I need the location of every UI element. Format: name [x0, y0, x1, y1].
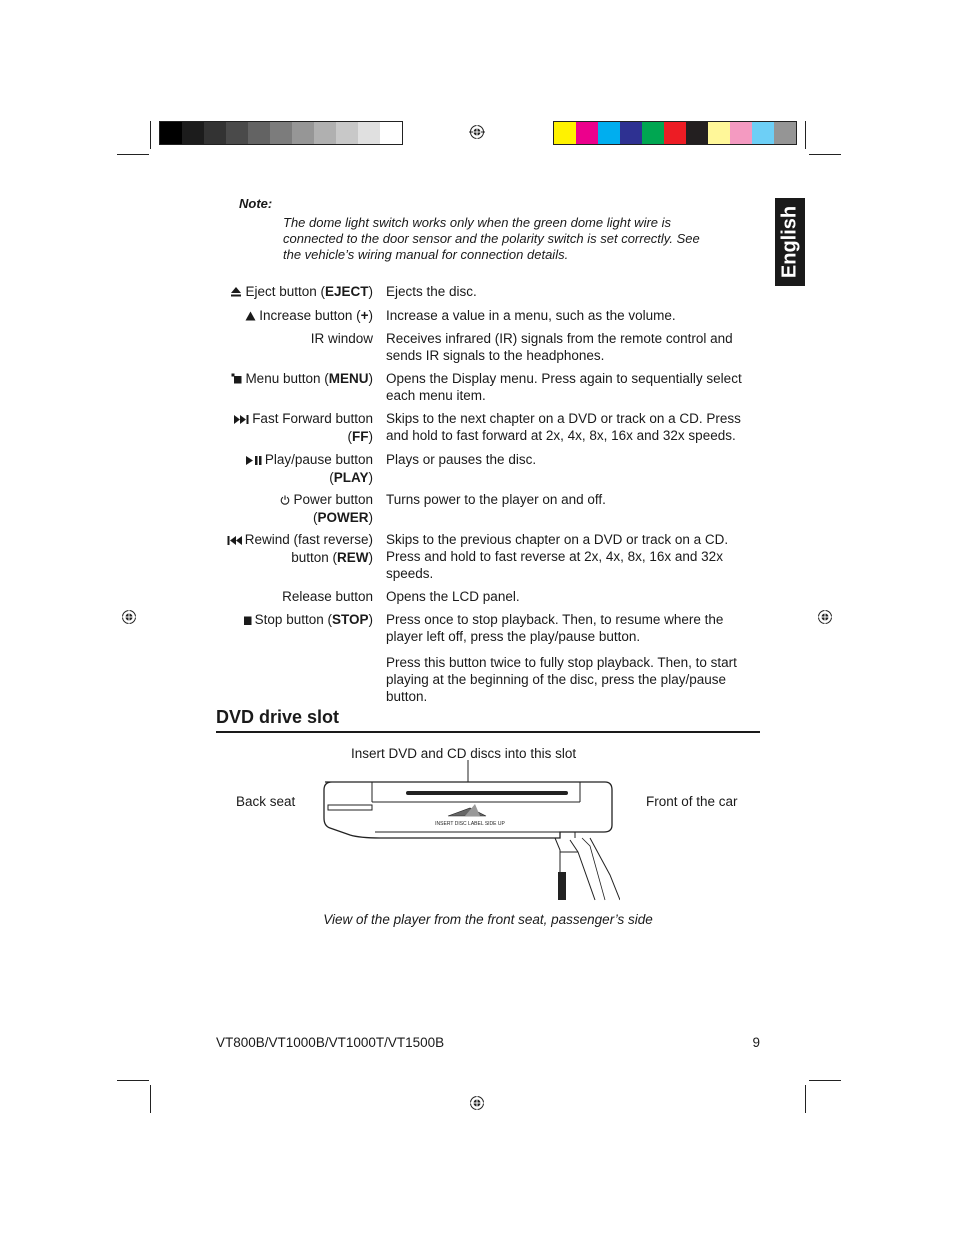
registration-mark-icon [469, 1095, 485, 1111]
button-name: Fast Forward button (FF) [173, 410, 373, 445]
crop-mark [117, 154, 149, 155]
button-name: Rewind (fast reverse) button (REW) [173, 531, 373, 566]
button-name: Power button (POWER) [173, 491, 373, 526]
calibration-swatch [358, 122, 380, 144]
rewind-icon [227, 532, 242, 549]
calibration-swatch [686, 122, 708, 144]
calibration-swatch [248, 122, 270, 144]
button-description: Turns power to the player on and off. [386, 492, 606, 507]
button-name: Release button [282, 589, 373, 604]
button-name: Menu button (MENU) [173, 370, 373, 388]
calibration-swatch [598, 122, 620, 144]
calibration-swatch [576, 122, 598, 144]
crop-mark [809, 154, 841, 155]
button-description: Skips to the previous chapter on a DVD or track on a CD. Press and hold to fast reverse at 2x, 4x, 8x, 16x and 32x speeds. [386, 532, 729, 581]
calibration-swatch [292, 122, 314, 144]
page-number: 9 [752, 1035, 760, 1050]
crop-mark [150, 121, 151, 149]
menu-icon [231, 371, 242, 388]
button-description: Increase a value in a menu, such as the volume. [386, 308, 676, 323]
crop-mark [117, 1080, 149, 1081]
button-name: Increase button (+) [173, 307, 373, 325]
button-name: Stop button (STOP) [173, 611, 373, 629]
button-description: Press once to stop playback. Then, to resume where the player left off, press the play/pause button. [386, 612, 724, 644]
up-triangle-icon [245, 308, 256, 325]
grayscale-calibration-bar [159, 121, 403, 145]
calibration-swatch [314, 122, 336, 144]
back-seat-label: Back seat [236, 794, 296, 809]
power-icon [280, 492, 290, 509]
button-description: Skips to the next chapter on a DVD or track on a CD. Press and hold to fast forward at 2x, 4x, 8x, 16x and 32x speeds. [386, 411, 741, 443]
fast-forward-icon [234, 411, 249, 428]
play-pause-icon [246, 452, 262, 469]
front-of-car-label: Front of the car [646, 794, 738, 809]
model-numbers: VT800B/VT1000B/VT1000T/VT1500B [216, 1035, 445, 1050]
button-description: Ejects the disc. [386, 284, 477, 299]
button-description: Plays or pauses the disc. [386, 452, 537, 467]
crop-mark [809, 1080, 841, 1081]
section-divider [216, 731, 760, 733]
calibration-swatch [270, 122, 292, 144]
crop-mark [805, 1085, 806, 1113]
button-name: IR window [310, 331, 373, 346]
registration-mark-icon [121, 609, 137, 625]
calibration-swatch [664, 122, 686, 144]
note-label: Note: [239, 196, 273, 211]
crop-mark [805, 121, 806, 149]
calibration-swatch [774, 122, 796, 144]
registration-mark-icon [469, 124, 485, 140]
calibration-swatch [752, 122, 774, 144]
calibration-swatch [160, 122, 182, 144]
button-description: Opens the Display menu. Press again to sequentially select each menu item. [386, 371, 742, 403]
calibration-swatch [204, 122, 226, 144]
calibration-swatch [730, 122, 752, 144]
button-name: Play/pause button (PLAY) [173, 451, 373, 486]
device-label-text: INSERT DISC LABEL SIDE UP [435, 821, 505, 827]
button-description: Receives infrared (IR) signals from the remote control and sends IR signals to the headphones. [386, 331, 733, 363]
slot-label: Insert DVD and CD discs into this slot [351, 746, 577, 761]
calibration-swatch [226, 122, 248, 144]
stop-extra-description: Press this button twice to fully stop playback. Then, to start playing at the beginning of the disc, press the play/pause button. [386, 655, 737, 704]
calibration-swatch [336, 122, 358, 144]
calibration-swatch [554, 122, 576, 144]
note-text: The dome light switch works only when the green dome light wire is connected to the door sensor and the polarity switch is set correctly. See the vehicle’s wiring manual for connection details. [283, 215, 700, 262]
color-calibration-bar [553, 121, 797, 145]
calibration-swatch [380, 122, 402, 144]
language-tab-label: English [778, 205, 801, 279]
calibration-swatch [182, 122, 204, 144]
language-tab [775, 198, 805, 286]
button-name: Eject button (EJECT) [173, 283, 373, 301]
dvd-player-illustration [320, 760, 620, 905]
calibration-swatch [708, 122, 730, 144]
stop-icon [244, 612, 252, 629]
figure-caption: View of the player from the front seat, passenger’s side [323, 912, 653, 927]
calibration-swatch [620, 122, 642, 144]
section-title: DVD drive slot [216, 707, 340, 727]
button-description: Opens the LCD panel. [386, 589, 520, 604]
registration-mark-icon [817, 609, 833, 625]
calibration-swatch [642, 122, 664, 144]
crop-mark [150, 1085, 151, 1113]
eject-icon [230, 284, 242, 301]
